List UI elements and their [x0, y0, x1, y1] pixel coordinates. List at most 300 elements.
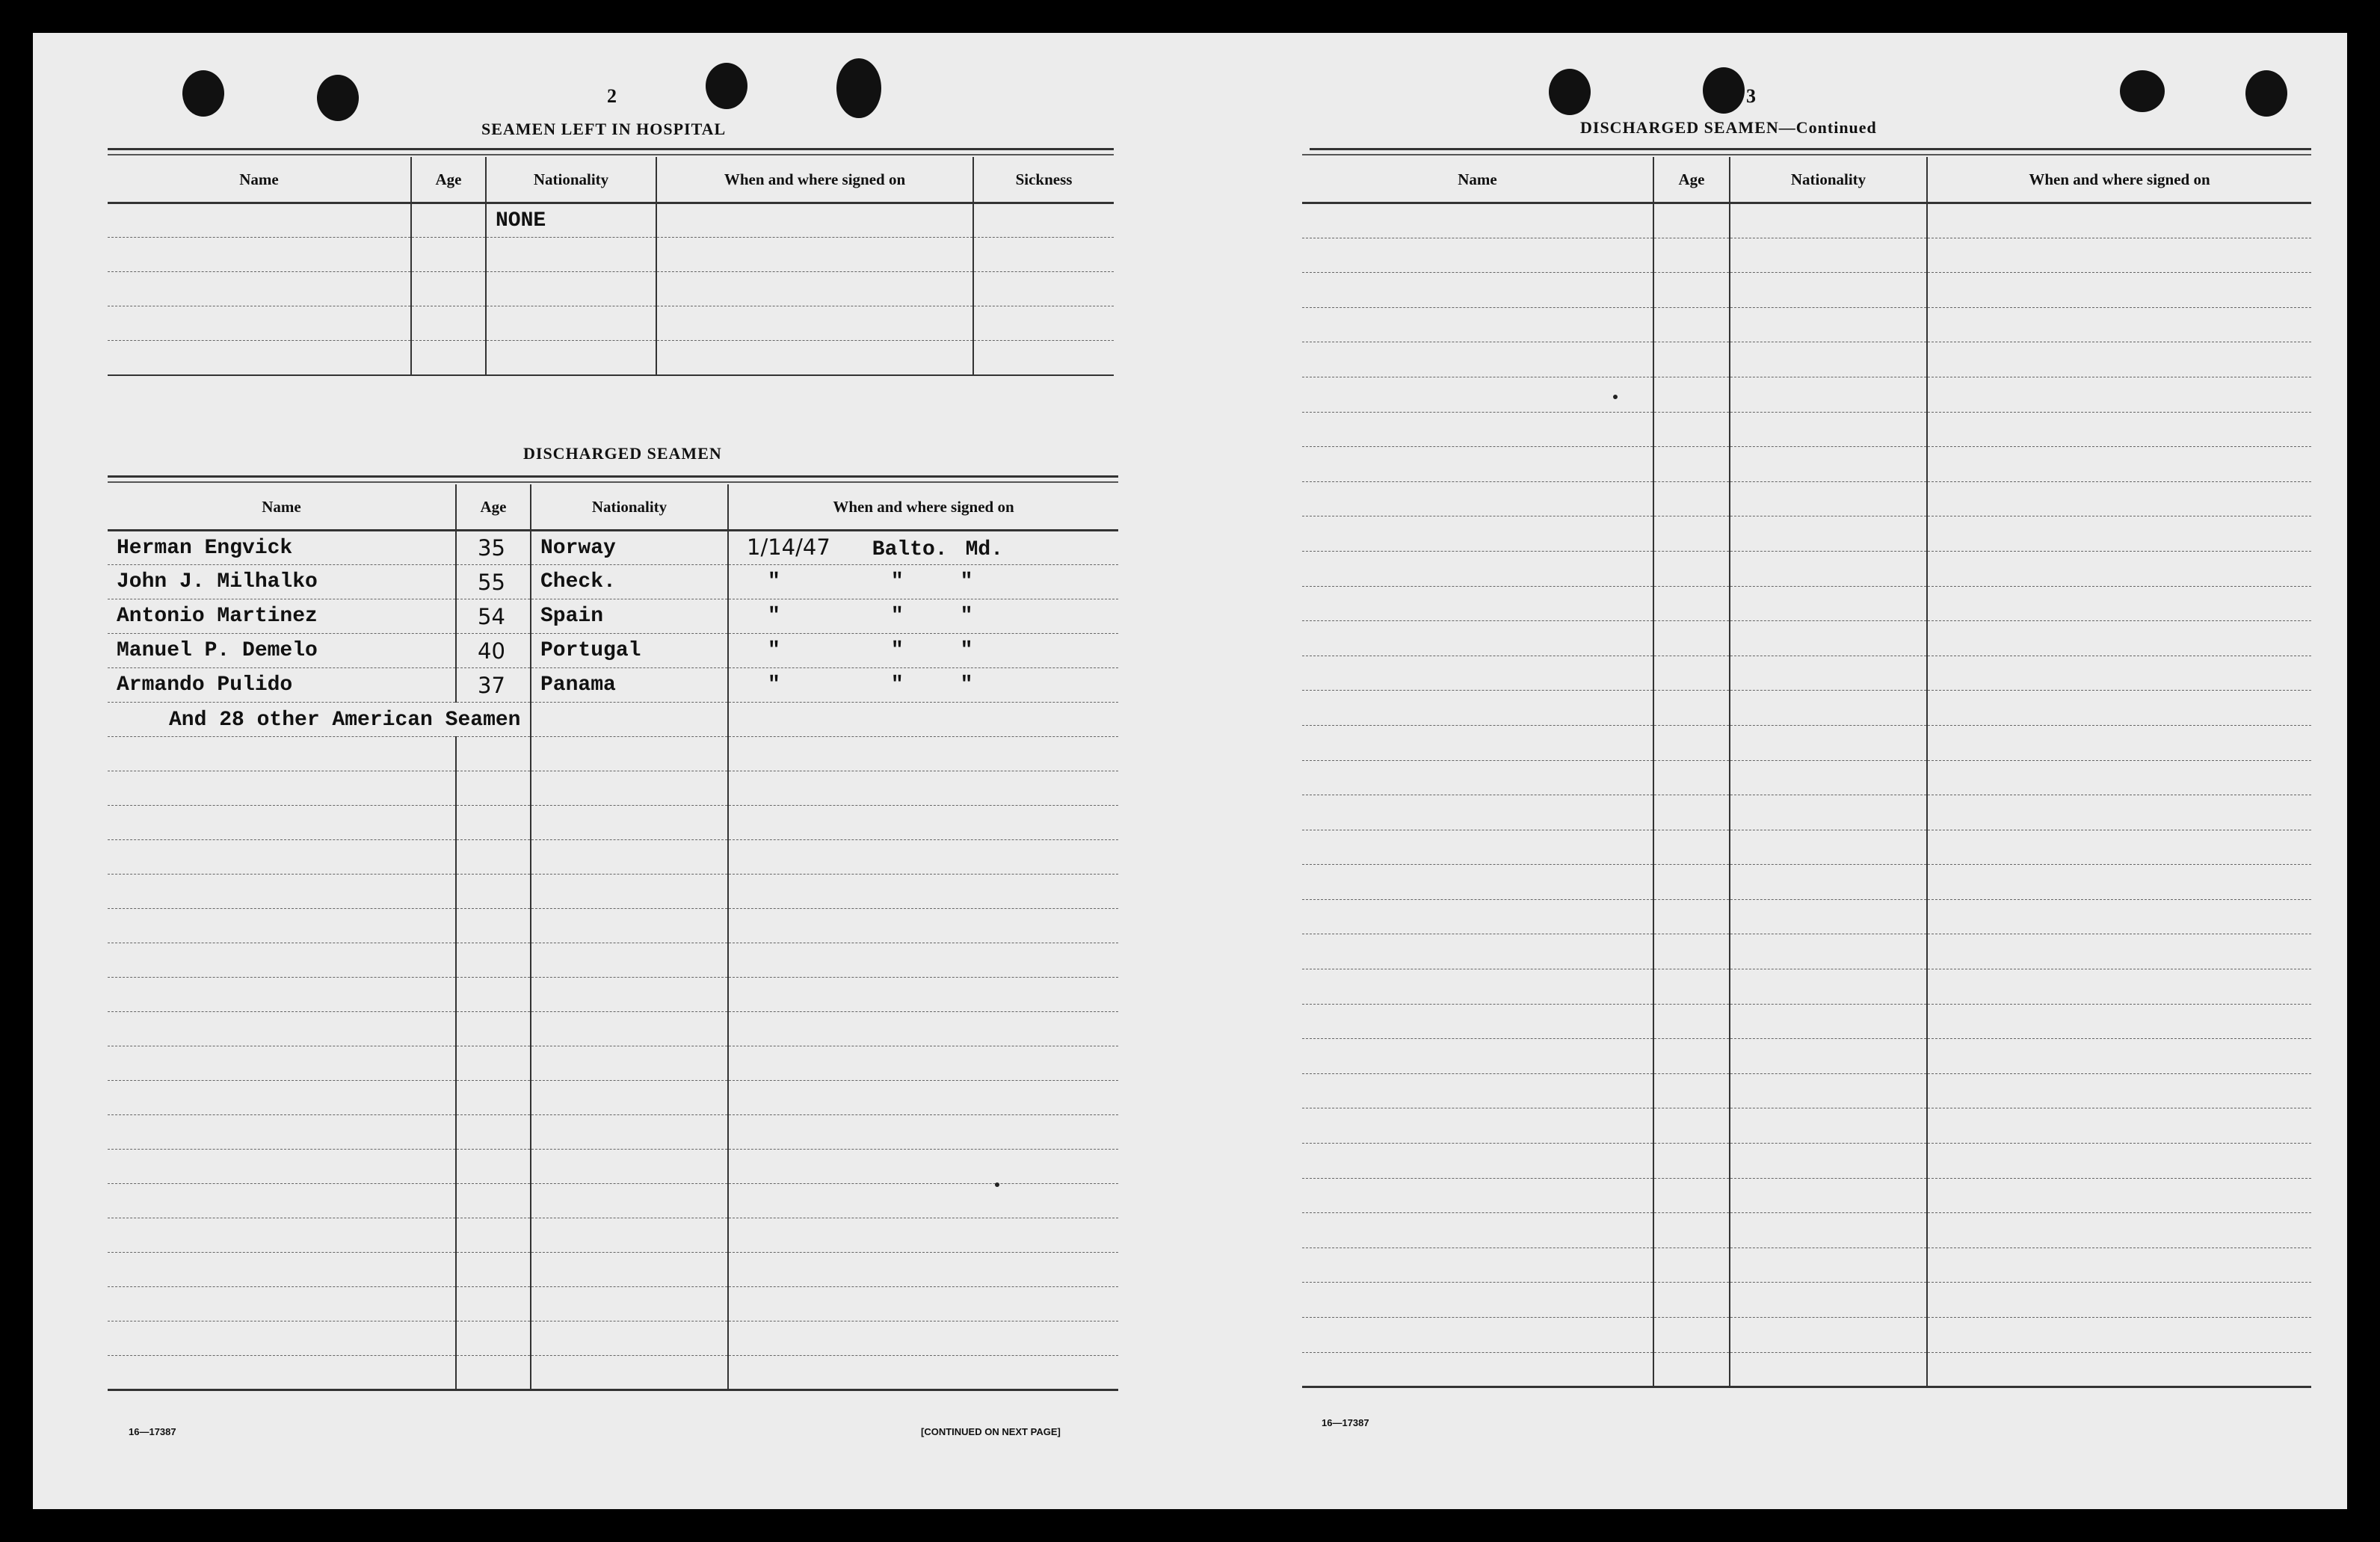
- table-row: [108, 306, 1114, 341]
- table-cell: [1927, 1073, 2311, 1108]
- table-cell: [728, 840, 1118, 875]
- table-cell: [108, 737, 456, 771]
- table-cell: [456, 1218, 531, 1253]
- table-cell: [1927, 447, 2311, 482]
- seaman-nationality: Portugal: [540, 639, 641, 662]
- signed-on-date: ": [768, 570, 780, 593]
- table-cell: [1927, 1248, 2311, 1283]
- form-number: 16—17387: [1322, 1417, 1369, 1428]
- table-cell: [108, 978, 456, 1012]
- seaman-name: Armando Pulido: [117, 673, 293, 697]
- table-cell: [1927, 1108, 2311, 1144]
- table-row: [1302, 830, 2311, 865]
- table-cell: [531, 1081, 728, 1115]
- table-cell: [728, 978, 1118, 1012]
- column-header-age: Age: [411, 157, 486, 203]
- table-cell: [108, 1046, 456, 1081]
- table-cell: [108, 840, 456, 875]
- table-row: [108, 1046, 1118, 1081]
- ink-speck: [995, 1182, 999, 1187]
- table-row: [1302, 203, 2311, 238]
- table-cell: [1653, 656, 1730, 691]
- column-header-name: Name: [108, 484, 456, 531]
- table-cell: [456, 771, 531, 806]
- table-cell: [108, 806, 456, 840]
- table-cell: [1653, 238, 1730, 273]
- table-row: [1302, 725, 2311, 760]
- table-cell: [1302, 969, 1653, 1005]
- table-cell: [728, 771, 1118, 806]
- table-cell: [1927, 691, 2311, 726]
- table-cell: [1927, 621, 2311, 656]
- seaman-name: Herman Engvick: [117, 536, 293, 560]
- table-cell: [728, 1150, 1118, 1184]
- table-cell: [1730, 969, 1927, 1005]
- table-cell: [531, 875, 728, 909]
- table-cell: [1730, 760, 1927, 795]
- table-cell: [1653, 621, 1730, 656]
- table-cell: [531, 806, 728, 840]
- table-cell: [456, 737, 531, 771]
- table-cell: [531, 943, 728, 978]
- table-cell: [728, 1322, 1118, 1356]
- table-cell: [1927, 1178, 2311, 1213]
- table-cell: [1927, 412, 2311, 447]
- table-cell: [1653, 586, 1730, 621]
- table-row: [108, 875, 1118, 909]
- table-row: [108, 771, 1118, 806]
- table-row: [108, 238, 1114, 272]
- form-number: 16—17387: [129, 1426, 176, 1437]
- table-cell: [728, 943, 1118, 978]
- table-cell: [108, 1356, 456, 1390]
- table-cell: [531, 1322, 728, 1356]
- table-cell: [1302, 1248, 1653, 1283]
- table-cell: [1653, 865, 1730, 900]
- table-row: [1302, 1352, 2311, 1387]
- seaman-age: 55: [478, 569, 505, 595]
- table-cell: [108, 1322, 456, 1356]
- table-cell: [1653, 1248, 1730, 1283]
- table-cell: [1730, 1108, 1927, 1144]
- table-cell: [728, 1081, 1118, 1115]
- table-cell: [1653, 342, 1730, 377]
- table-row: [1302, 377, 2311, 412]
- table-row: [1302, 760, 2311, 795]
- table-cell: [1927, 899, 2311, 934]
- divider: [1302, 154, 2311, 155]
- table-cell: [1302, 516, 1653, 552]
- table-row: [1302, 969, 2311, 1005]
- table-cell: [1730, 447, 1927, 482]
- table-cell: [1302, 551, 1653, 586]
- punch-hole-icon: [1703, 67, 1745, 114]
- table-cell: [1730, 1073, 1927, 1108]
- table-cell: [728, 1046, 1118, 1081]
- table-cell: [1653, 691, 1730, 726]
- table-cell: [1302, 1178, 1653, 1213]
- document-sheet: [33, 33, 2347, 1509]
- table-cell: [1927, 1004, 2311, 1039]
- seaman-name: John J. Milhalko: [117, 570, 318, 593]
- table-cell: [531, 737, 728, 771]
- table-cell: [456, 806, 531, 840]
- table-cell: [1302, 795, 1653, 830]
- punch-hole-icon: [1549, 69, 1591, 115]
- seaman-nationality: Norway: [540, 536, 616, 560]
- table-cell: [1653, 516, 1730, 552]
- table-cell: [1730, 1178, 1927, 1213]
- table-cell: [1927, 342, 2311, 377]
- table-cell: [1730, 551, 1927, 586]
- seaman-name: Antonio Martinez: [117, 605, 318, 628]
- signed-on-state: ": [960, 570, 973, 593]
- table-row: [1302, 934, 2311, 969]
- table-cell: [1302, 760, 1653, 795]
- table-row: [108, 806, 1118, 840]
- table-cell: [1653, 899, 1730, 934]
- table-cell: [728, 1218, 1118, 1253]
- table-cell: [1653, 307, 1730, 342]
- page-number: 2: [607, 85, 617, 107]
- right-page: [1190, 33, 2347, 1509]
- table-cell: [1730, 516, 1927, 552]
- table-cell: [1927, 551, 2311, 586]
- signed-on-place: ": [890, 605, 904, 628]
- seaman-age: 54: [478, 603, 505, 629]
- table-cell: [456, 1287, 531, 1322]
- table-cell: [1653, 1318, 1730, 1353]
- table-row: [1302, 656, 2311, 691]
- signed-on-place: Balto.: [872, 538, 948, 561]
- table-row: [108, 1356, 1118, 1390]
- table-cell: [1730, 1352, 1927, 1387]
- table-row: [108, 668, 1118, 703]
- table-cell: [728, 1012, 1118, 1046]
- table-cell: [1730, 621, 1927, 656]
- table-row: [1302, 238, 2311, 273]
- punch-hole-icon: [2245, 70, 2287, 117]
- table-row: [108, 943, 1118, 978]
- discharged-table: [108, 484, 1118, 1391]
- table-cell: [531, 1253, 728, 1287]
- table-cell: [486, 203, 656, 238]
- table-cell: [1653, 725, 1730, 760]
- table-row: [108, 909, 1118, 943]
- table-cell: [728, 909, 1118, 943]
- left-page: [33, 33, 1190, 1509]
- table-cell: [728, 1115, 1118, 1150]
- column-header-signed-on: When and where signed on: [728, 484, 1118, 531]
- discharged-continued-title: DISCHARGED SEAMEN—Continued: [1580, 118, 1877, 137]
- table-cell: [456, 1322, 531, 1356]
- signed-on-state: ": [960, 605, 973, 628]
- table-cell: [1302, 377, 1653, 412]
- table-cell: [1927, 516, 2311, 552]
- table-cell: [973, 203, 1114, 238]
- table-cell: [108, 1150, 456, 1184]
- table-cell: [728, 1287, 1118, 1322]
- table-cell: [456, 1081, 531, 1115]
- punch-hole-icon: [182, 70, 224, 117]
- table-cell: [1730, 656, 1927, 691]
- table-cell: [1302, 1039, 1653, 1074]
- table-row: [1302, 1248, 2311, 1283]
- table-cell: [1653, 1108, 1730, 1144]
- table-cell: [1927, 238, 2311, 273]
- table-cell: [1302, 1352, 1653, 1387]
- table-row: [108, 1115, 1118, 1150]
- table-cell: [1302, 725, 1653, 760]
- table-row: [108, 1218, 1118, 1253]
- table-row: [1302, 1039, 2311, 1074]
- signed-on-state: ": [960, 639, 973, 662]
- table-cell: [531, 771, 728, 806]
- table-cell: [1653, 830, 1730, 865]
- table-cell: [1302, 1213, 1653, 1248]
- table-cell: [728, 806, 1118, 840]
- table-cell: [1302, 1144, 1653, 1179]
- table-cell: [531, 1356, 728, 1390]
- table-row: [108, 703, 1118, 737]
- seaman-nationality: Panama: [540, 673, 616, 697]
- punch-hole-icon: [317, 75, 359, 121]
- column-header-nationality: Nationality: [531, 484, 728, 531]
- table-cell: [1302, 934, 1653, 969]
- seaman-nationality: Check.: [540, 570, 616, 593]
- table-cell: [1927, 307, 2311, 342]
- table-row: [108, 341, 1114, 375]
- table-row: [1302, 1144, 2311, 1179]
- table-cell: [1302, 1108, 1653, 1144]
- table-cell: [1653, 969, 1730, 1005]
- table-cell: [531, 1012, 728, 1046]
- table-cell: [1653, 1283, 1730, 1318]
- ink-speck: [1613, 395, 1618, 399]
- continued-note: [CONTINUED ON NEXT PAGE]: [921, 1426, 1061, 1437]
- table-cell: [1927, 1318, 2311, 1353]
- table-cell: [1730, 1039, 1927, 1074]
- signed-on-place: ": [890, 639, 904, 662]
- table-cell: [1927, 969, 2311, 1005]
- table-row: [108, 1150, 1118, 1184]
- table-cell: [1653, 481, 1730, 516]
- table-cell: [1927, 1039, 2311, 1074]
- table-cell: [456, 1012, 531, 1046]
- table-cell: [1302, 899, 1653, 934]
- signed-on-date: ": [768, 639, 780, 662]
- table-cell: [456, 1046, 531, 1081]
- table-cell: [1927, 725, 2311, 760]
- table-cell: [108, 1253, 456, 1287]
- table-cell: [456, 840, 531, 875]
- table-cell: [1730, 377, 1927, 412]
- table-cell: [1653, 273, 1730, 308]
- table-row: [1302, 412, 2311, 447]
- divider: [108, 148, 1114, 150]
- table-row: [108, 737, 1118, 771]
- hospital-table: [108, 157, 1114, 376]
- table-cell: [1927, 273, 2311, 308]
- table-row: [1302, 1178, 2311, 1213]
- table-cell: [456, 1356, 531, 1390]
- punch-hole-icon: [706, 63, 747, 109]
- signed-on-place: ": [890, 673, 904, 697]
- table-row: [108, 1287, 1118, 1322]
- table-row: [1302, 1283, 2311, 1318]
- table-row: [108, 599, 1118, 634]
- table-cell: [1302, 1318, 1653, 1353]
- table-cell: [1302, 273, 1653, 308]
- table-cell: [1302, 307, 1653, 342]
- table-cell: [1302, 1073, 1653, 1108]
- signed-on-date: 1/14/47: [747, 534, 830, 560]
- table-cell: [531, 1287, 728, 1322]
- table-row: [108, 531, 1118, 565]
- table-cell: [728, 875, 1118, 909]
- table-row: [1302, 551, 2311, 586]
- table-cell: [531, 1184, 728, 1218]
- table-cell: [531, 1150, 728, 1184]
- table-cell: [531, 978, 728, 1012]
- table-row: [1302, 1318, 2311, 1353]
- table-cell: [1653, 1039, 1730, 1074]
- table-cell: [1730, 342, 1927, 377]
- seaman-name: Manuel P. Demelo: [117, 639, 318, 662]
- table-cell: [108, 1218, 456, 1253]
- table-row: [108, 565, 1118, 599]
- table-cell: [1653, 1144, 1730, 1179]
- table-cell: [1927, 1144, 2311, 1179]
- table-cell: [1730, 725, 1927, 760]
- table-cell: [1927, 934, 2311, 969]
- table-cell: [1730, 1248, 1927, 1283]
- table-row: [1302, 865, 2311, 900]
- table-row: [1302, 1073, 2311, 1108]
- table-cell: [1653, 203, 1730, 238]
- table-cell: [456, 943, 531, 978]
- table-row: [108, 1184, 1118, 1218]
- table-cell: [1927, 481, 2311, 516]
- table-cell: [1730, 238, 1927, 273]
- table-cell: [1730, 481, 1927, 516]
- table-cell: [456, 1253, 531, 1287]
- table-cell: [1927, 656, 2311, 691]
- table-cell: [108, 1115, 456, 1150]
- table-cell: [1653, 1213, 1730, 1248]
- table-cell: [1302, 1004, 1653, 1039]
- table-cell: [1653, 934, 1730, 969]
- hospital-section-title: SEAMEN LEFT IN HOSPITAL: [481, 120, 727, 138]
- seaman-age: 37: [478, 672, 505, 698]
- table-cell: [1302, 238, 1653, 273]
- table-cell: [1653, 377, 1730, 412]
- table-cell: [1302, 865, 1653, 900]
- column-header-nationality: Nationality: [1730, 157, 1927, 203]
- table-cell: [728, 737, 1118, 771]
- column-header-signed-on: When and where signed on: [1927, 157, 2311, 203]
- table-row: [1302, 1108, 2311, 1144]
- punch-hole-icon: [836, 58, 881, 118]
- table-cell: [456, 875, 531, 909]
- table-cell: [1302, 586, 1653, 621]
- table-cell: [1730, 830, 1927, 865]
- table-cell: [1927, 830, 2311, 865]
- table-row: [1302, 481, 2311, 516]
- table-cell: [1653, 447, 1730, 482]
- signed-on-state: ": [960, 673, 973, 697]
- table-cell: [531, 1218, 728, 1253]
- table-cell: [1730, 865, 1927, 900]
- table-cell: [1653, 1004, 1730, 1039]
- table-cell: [1730, 934, 1927, 969]
- table-cell: [108, 771, 456, 806]
- divider: [1310, 148, 2311, 150]
- discharged-continued-table: [1302, 157, 2311, 1388]
- table-cell: [1302, 447, 1653, 482]
- table-cell: [1927, 377, 2311, 412]
- table-cell: [108, 1287, 456, 1322]
- table-row: [108, 840, 1118, 875]
- table-cell: [1302, 203, 1653, 238]
- column-header-age: Age: [456, 484, 531, 531]
- table-row: [1302, 516, 2311, 552]
- table-cell: [656, 203, 973, 238]
- table-cell: [1927, 760, 2311, 795]
- table-cell: [1927, 203, 2311, 238]
- table-row: [108, 1322, 1118, 1356]
- table-cell: [1730, 1213, 1927, 1248]
- table-cell: [531, 1046, 728, 1081]
- table-cell: [456, 978, 531, 1012]
- table-cell: [1730, 586, 1927, 621]
- page-number: 3: [1746, 85, 1756, 107]
- table-cell: [1653, 760, 1730, 795]
- table-cell: [1653, 551, 1730, 586]
- table-cell: [1653, 795, 1730, 830]
- discharged-section-title: DISCHARGED SEAMEN: [523, 444, 722, 463]
- table-cell: [108, 203, 411, 238]
- column-header-name: Name: [1302, 157, 1653, 203]
- table-cell: [1730, 273, 1927, 308]
- table-cell: [1730, 795, 1927, 830]
- divider: [108, 475, 1118, 478]
- table-cell: [1730, 1283, 1927, 1318]
- table-cell: [1730, 1144, 1927, 1179]
- table-cell: [1302, 481, 1653, 516]
- table-row: [1302, 307, 2311, 342]
- signed-on-date: ": [768, 605, 780, 628]
- table-cell: [1302, 1283, 1653, 1318]
- table-row: [108, 1012, 1118, 1046]
- table-cell: [108, 909, 456, 943]
- table-cell: [1302, 830, 1653, 865]
- table-cell: [531, 1115, 728, 1150]
- table-cell: [1730, 412, 1927, 447]
- table-cell: [728, 1356, 1118, 1390]
- table-cell: [108, 1184, 456, 1218]
- table-cell: [1730, 899, 1927, 934]
- signed-on-date: ": [768, 673, 780, 697]
- additional-seamen-note: And 28 other American Seamen: [169, 709, 521, 732]
- table-row: [1302, 691, 2311, 726]
- table-cell: [1927, 586, 2311, 621]
- table-row: [1302, 795, 2311, 830]
- punch-hole-icon: [2120, 70, 2165, 112]
- table-cell: [411, 203, 486, 238]
- table-cell: [1302, 691, 1653, 726]
- divider: [108, 154, 1114, 155]
